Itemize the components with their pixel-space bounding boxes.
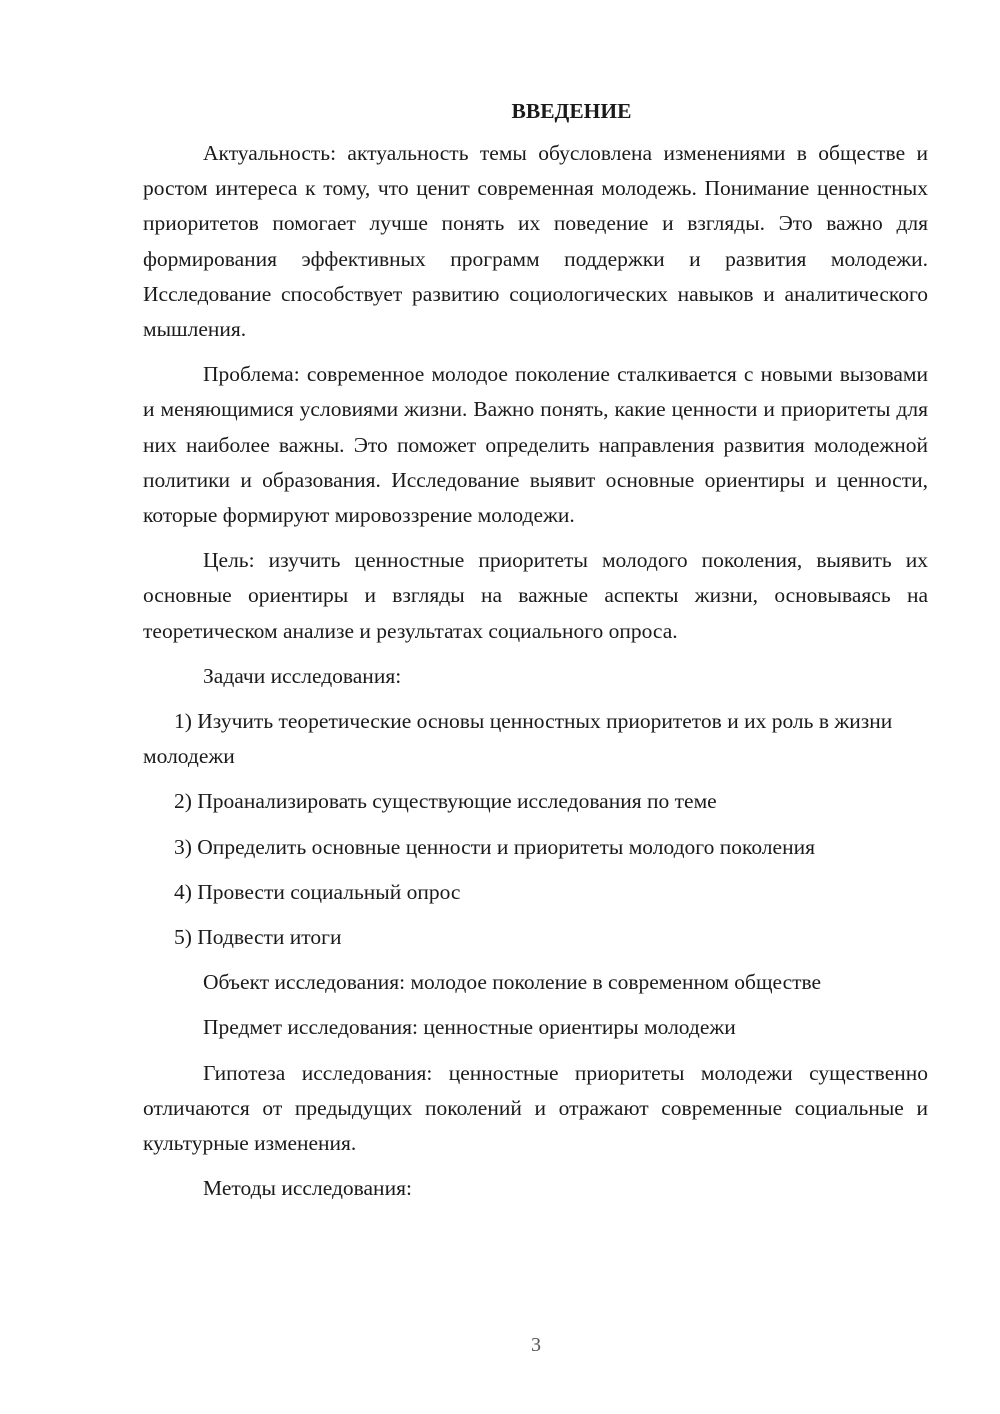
- document-page: [143, 96, 928, 1216]
- task-item-3: 3) Определить основные ценности и приоритеты молодого поколения: [174, 834, 815, 859]
- goal-paragraph: Цель: изучить ценностные приоритеты молодого поколения, выявить их основные ориентиры и взгляды на важные аспекты жизни, основываясь на теоретическом анализе и результатах социального опроса.: [143, 548, 928, 643]
- section-title: ВВЕДЕНИЕ: [511, 99, 632, 123]
- task-item-5: 5) Подвести итоги: [174, 925, 342, 950]
- task-item-1: 1) Изучить теоретические основы ценностных приоритетов и их роль в жизни молодежи: [143, 709, 893, 769]
- subject-paragraph: Предмет исследования: ценностные ориентиры молодежи: [203, 1015, 736, 1040]
- methods-heading: Методы исследования:: [203, 1176, 412, 1201]
- page-number: 3: [531, 1334, 541, 1356]
- tasks-heading: Задачи исследования:: [203, 663, 402, 688]
- task-item-2: 2) Проанализировать существующие исследования по теме: [174, 789, 717, 814]
- relevance-paragraph: Актуальность: актуальность темы обусловлена изменениями в обществе и ростом интереса к тому, что ценит современная молодежь. Понимание ценностных приоритетов помогает лучше понять их поведение и взгляды. Это важно для формирования эффективных программ поддержки и развития молодежи. Исследование способствует развитию социологических навыков и аналитического мышления.: [143, 141, 928, 342]
- task-item-4: 4) Провести социальный опрос: [174, 879, 461, 904]
- object-paragraph: Объект исследования: молодое поколение в современном обществе: [203, 970, 822, 995]
- hypothesis-paragraph: Гипотеза исследования: ценностные приоритеты молодежи существенно отличаются от предыдущих поколений и отражают современные социальные и культурные изменения.: [143, 1060, 928, 1156]
- problem-paragraph: Проблема: современное молодое поколение сталкивается с новыми вызовами и меняющимися условиями жизни. Важно понять, какие ценности и приоритеты для них наиболее важны. Это поможет определить направления развития молодежной политики и образования. Исследование выявит основные ориентиры и ценности, которые формируют мировоззрение молодежи.: [143, 362, 928, 528]
